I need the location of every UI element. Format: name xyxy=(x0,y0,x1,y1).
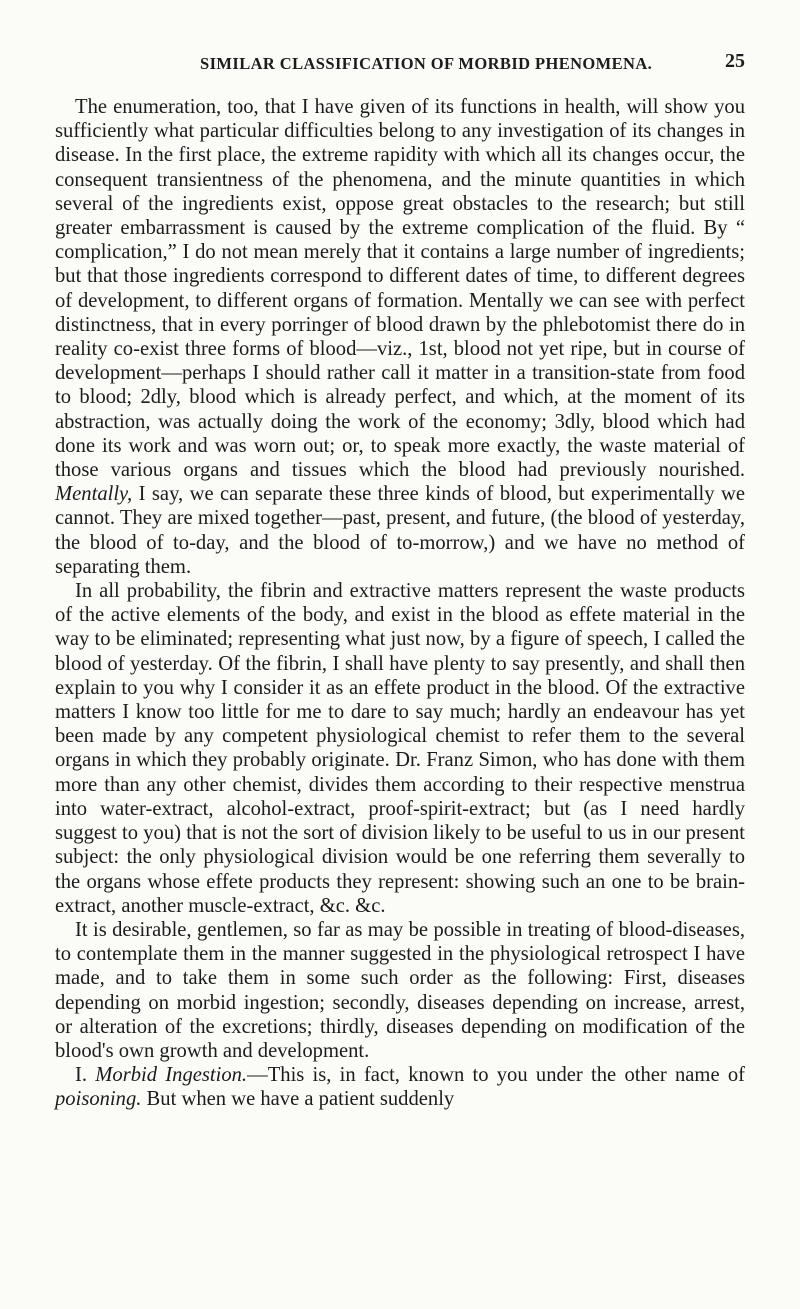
paragraph-text: I say, we can separate these three kinds of blood, but experimentally we cannot. They are mixed together—past, present, and future, (the blood of yesterday, the blood of to-day, and the blood of to-morrow,) and we have no method of separating them. xyxy=(55,483,745,578)
paragraph-text: In all probability, the fibrin and extractive matters represent the waste products of the active elements of the body, and exist in the blood as effete material in the way to be eliminated; representing what just now, by a figure of speech, I called the blood of yesterday. Of the fibrin, I shall have plenty to say presently, and shall then explain to you why I consider it as an effete product in the blood. Of the extractive matters I know too little for me to dare to say much; hardly an endeavour has yet been made by any competent physiological chemist to refer them to the several organs in which they probably originate. Dr. Franz Simon, who has done with them more than any other chemist, divides them according to their respective menstrua into water-extract, alcohol-extract, proof-spirit-extract; but (as I need hardly suggest to you) that is not the sort of division likely to be useful to us in our present subject: the only physiological division would be one referring them severally to the organs whose effete products they represent: showing such an one to be brain-extract, another muscle-extract, &c. &c. xyxy=(55,580,745,917)
running-title: SIMILAR CLASSIFICATION OF MORBID PHENOMENA. xyxy=(200,54,653,73)
body-text xyxy=(55,95,745,1112)
book-page xyxy=(55,0,745,1112)
paragraph-italic: Mentally, xyxy=(55,483,133,506)
paragraph-text: —This is, in fact, known to you under the other name of xyxy=(247,1064,745,1087)
paragraph xyxy=(55,918,745,1063)
paragraph-text: But when we have a patient suddenly xyxy=(141,1088,455,1111)
paragraph-italic: Morbid Ingestion. xyxy=(95,1064,248,1087)
paragraph xyxy=(55,1063,745,1111)
page-number: 25 xyxy=(725,50,745,72)
page-header xyxy=(55,0,745,74)
paragraph xyxy=(55,579,745,918)
paragraph-italic: poisoning. xyxy=(55,1088,142,1111)
paragraph-lead: I. xyxy=(75,1064,96,1087)
paragraph-text: The enumeration, too, that I have given of its functions in health, will show you sufficiently what particular difficulties belong to any investigation of its changes in disease. In the first place, the extreme rapidity with which all its changes occur, the consequent transientness of the phenomena, and the minute quantities in which several of the ingredients exist, oppose great obstacles to the research; but still greater embarrassment is caused by the extreme complication of the fluid. By “ complication,” I do not mean merely that it contains a large number of ingredients; but that those ingredients correspond to different dates of time, to different degrees of development, to different organs of formation. Mentally we can see with perfect distinctness, that in every porringer of blood drawn by the phlebotomist there do in reality co-exist three forms of blood—viz., 1st, blood not yet ripe, but in course of development—perhaps I should rather call it matter in a transition-state from food to blood; 2dly, blood which is already perfect, and which, at the moment of its abstraction, was actually doing the work of the economy; 3dly, blood which had done its work and was worn out; or, to speak more exactly, the waste material of those various organs and tissues which the blood had previously nourished. xyxy=(55,96,745,482)
paragraph-text: It is desirable, gentlemen, so far as may be possible in treating of blood-diseases, to contemplate them in the manner suggested in the physiological retrospect I have made, and to take them in some such order as the following: First, diseases depending on morbid ingestion; secondly, diseases depending on increase, arrest, or alteration of the excretions; thirdly, diseases depending on modification of the blood's own growth and development. xyxy=(55,918,745,1062)
paragraph xyxy=(55,95,745,579)
